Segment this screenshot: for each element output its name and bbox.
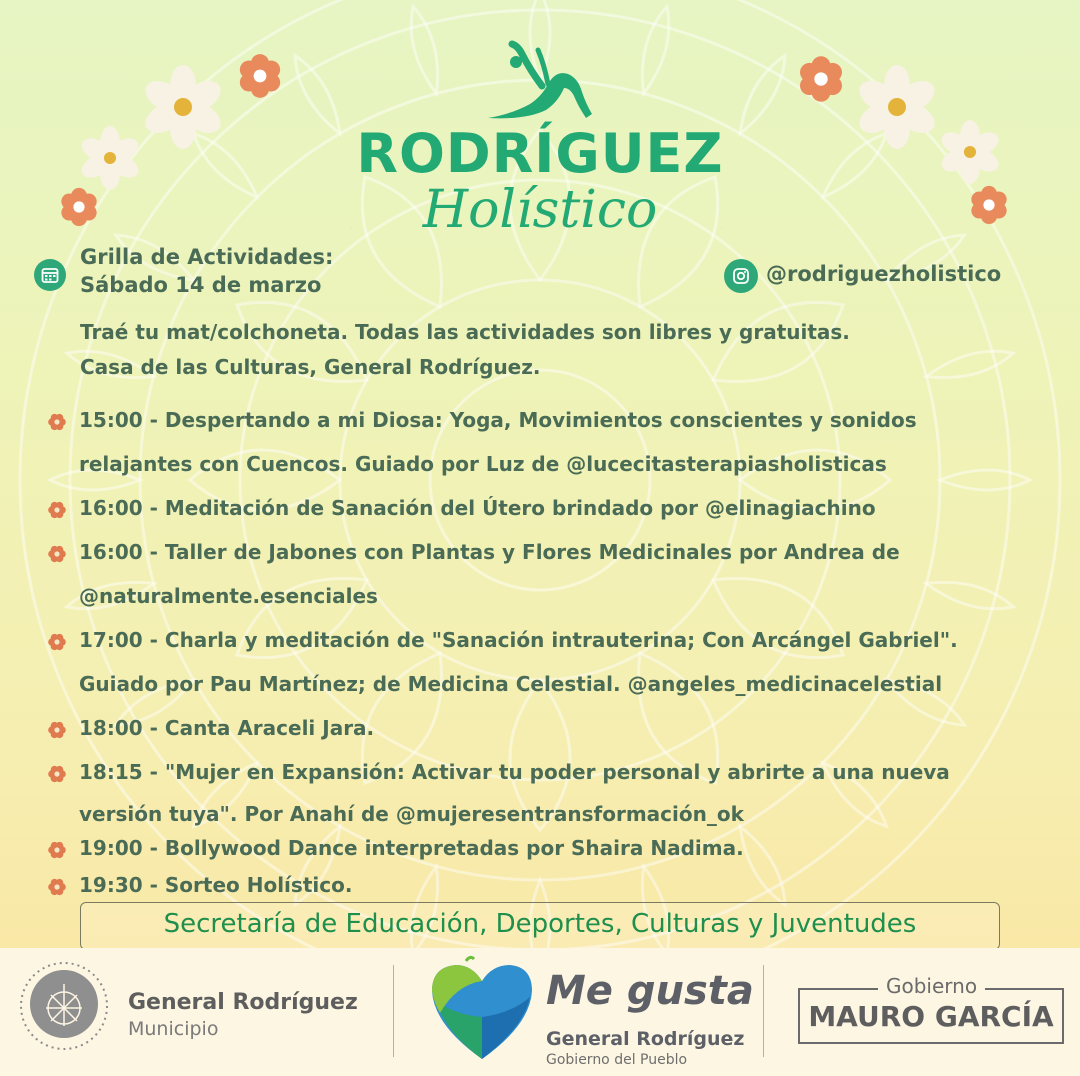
orange-flower-icon xyxy=(796,54,846,104)
gobierno-name: MAURO GARCÍA xyxy=(808,1000,1054,1033)
event-date: Sábado 14 de marzo xyxy=(80,273,322,297)
activity-line: relajantes con Cuencos. Guiado por Luz de @lucecitasterapiasholisticas xyxy=(79,452,887,476)
grilla-heading: Grilla de Actividades: xyxy=(80,245,334,269)
activity-line: 19:30 - Sorteo Holístico. xyxy=(79,873,353,897)
flower-bullet-icon xyxy=(47,877,67,897)
yoga-figure-icon xyxy=(482,40,598,122)
activity-line: versión tuya". Por Anahí de @mujeresentransformación_ok xyxy=(79,802,744,826)
flower-bullet-icon xyxy=(47,840,67,860)
activity-line: @naturalmente.esenciales xyxy=(79,584,378,608)
flower-bullet-icon xyxy=(47,412,67,432)
municipio-seal-icon xyxy=(18,960,110,1052)
activity-line: 18:15 - "Mujer en Expansión: Activar tu poder personal y abrirte a una nueva xyxy=(79,760,950,784)
footer-divider xyxy=(763,965,764,1057)
crescent-moon-icon xyxy=(346,205,368,235)
activity-line: 19:00 - Bollywood Dance interpretadas por Shaira Nadima. xyxy=(79,836,744,860)
municipio-name: General Rodríguez xyxy=(128,990,358,1015)
activity-line: 17:00 - Charla y meditación de "Sanación intrauterina; Con Arcángel Gabriel". xyxy=(79,628,958,652)
activity-line: Guiado por Pau Martínez; de Medicina Celestial. @angeles_medicinacelestial xyxy=(79,672,943,696)
gobierno-pueblo-subtitle: Gobierno del Pueblo xyxy=(546,1052,688,1068)
footer-divider xyxy=(393,965,394,1057)
activity-line: 16:00 - Meditación de Sanación del Útero brindado por @elinagiachino xyxy=(79,496,876,520)
activity-line: 16:00 - Taller de Jabones con Plantas y Flores Medicinales por Andrea de xyxy=(79,540,900,564)
orange-flower-icon xyxy=(236,52,284,100)
flower-bullet-icon xyxy=(47,500,67,520)
flower-bullet-icon xyxy=(47,544,67,564)
heart-logo-icon xyxy=(426,955,538,1065)
activity-line: 18:00 - Canta Araceli Jara. xyxy=(79,716,375,740)
flower-bullet-icon xyxy=(47,632,67,652)
gobierno-label: Gobierno xyxy=(878,974,985,998)
activity-line: 15:00 - Despertando a mi Diosa: Yoga, Movimientos conscientes y sonidos xyxy=(79,408,917,432)
intro-line-2: Casa de las Culturas, General Rodríguez. xyxy=(80,355,541,379)
calendar-icon xyxy=(34,259,66,291)
flower-bullet-icon xyxy=(47,764,67,784)
megusta-slogan: Me gusta xyxy=(546,968,754,1014)
municipio-subtitle: Municipio xyxy=(128,1018,219,1040)
instagram-handle[interactable]: @rodriguezholistico xyxy=(766,262,1002,286)
crescent-moon-icon xyxy=(706,205,728,235)
secretaria-text: Secretaría de Educación, Deportes, Culturas y Juventudes xyxy=(163,909,917,939)
instagram-icon xyxy=(724,259,758,293)
intro-line-1: Traé tu mat/colchoneta. Todas las actividades son libres y gratuitas. xyxy=(80,320,850,344)
brand-title: RODRÍGUEZ xyxy=(356,122,724,185)
brand-subtitle: Holístico xyxy=(422,180,658,240)
flower-bullet-icon xyxy=(47,720,67,740)
gobierno-pueblo-name: General Rodríguez xyxy=(546,1028,745,1050)
